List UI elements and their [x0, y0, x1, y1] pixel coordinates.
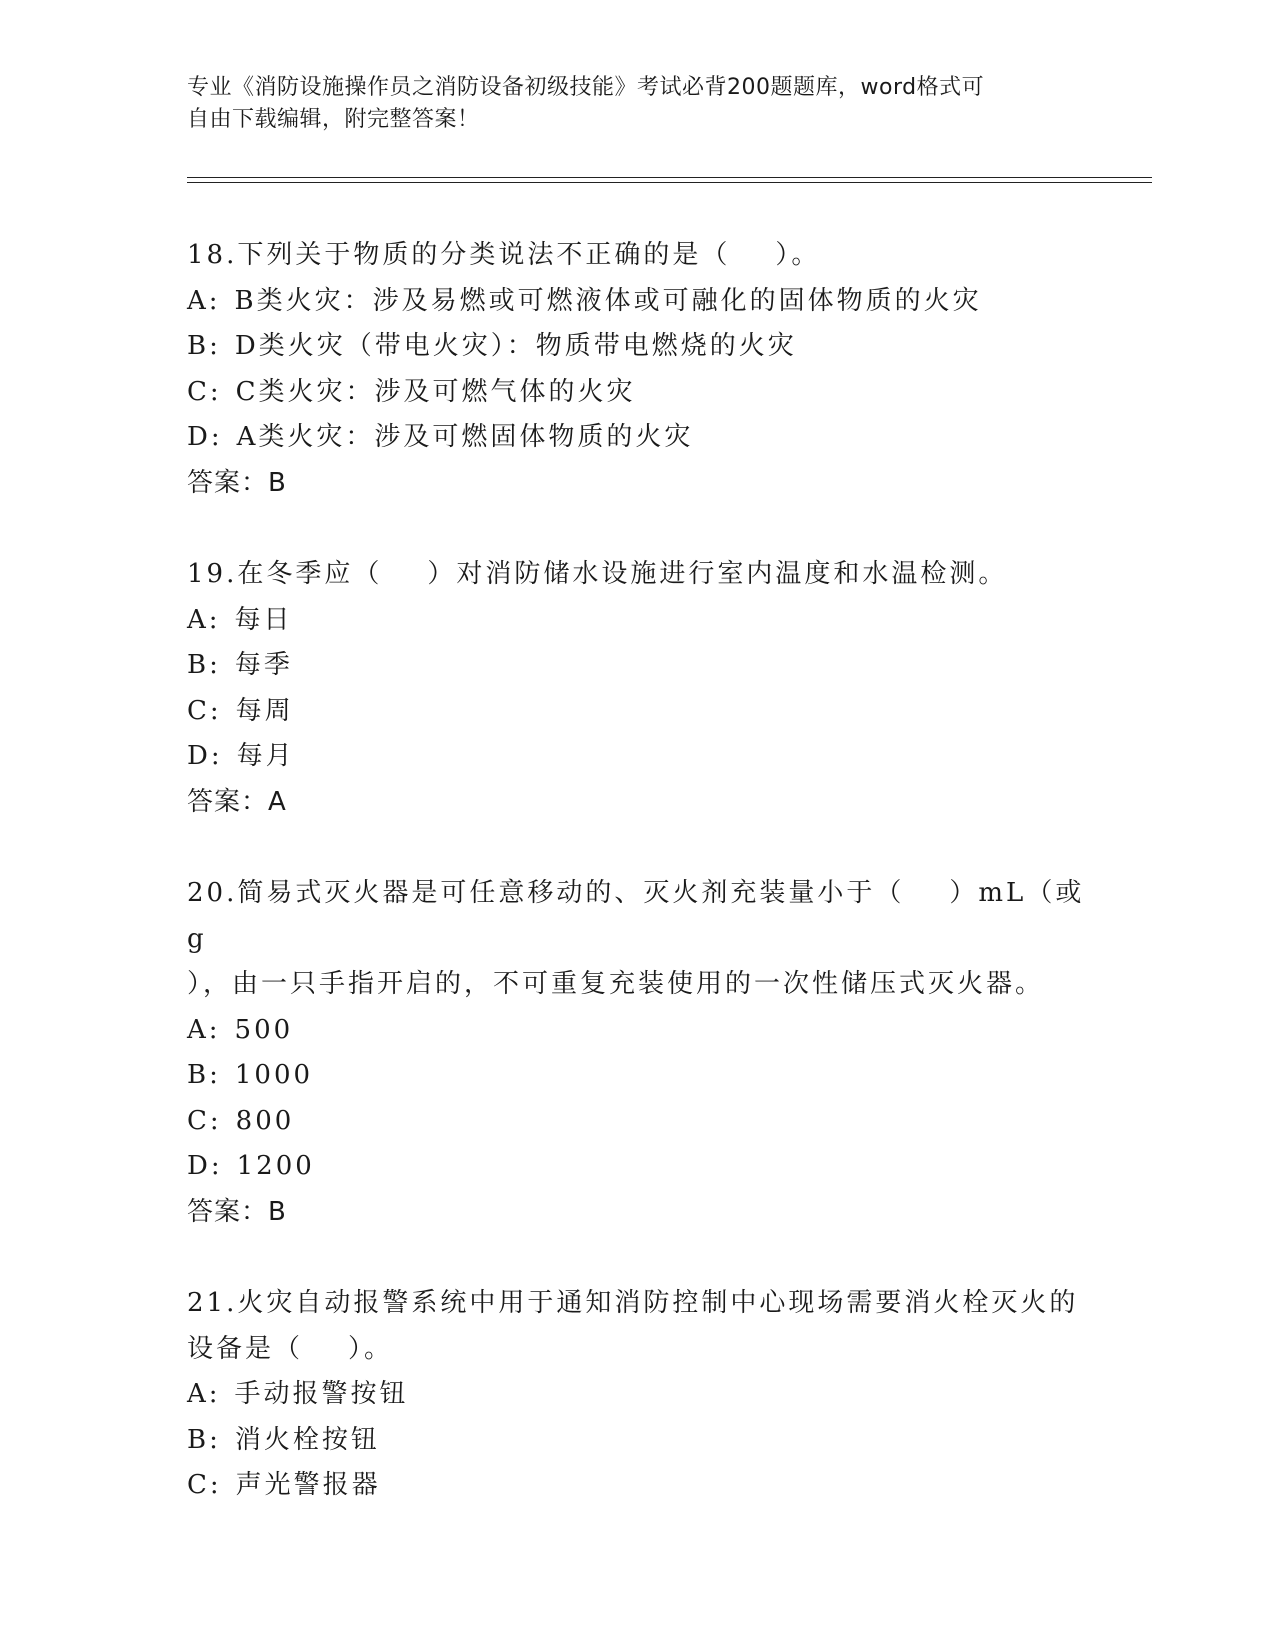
option-text: 1200: [236, 1151, 315, 1181]
option-text: 消火栓按钮: [234, 1424, 380, 1455]
option-key: A:: [187, 1379, 221, 1409]
question-text: 21.火灾自动报警系统中用于通知消防控制中心现场需要消火栓灭火的: [187, 1288, 1079, 1318]
option-item: [187, 1418, 1087, 1464]
question-item: [187, 233, 1087, 506]
option-text: A类火灾：涉及可燃固体物质的火灾: [236, 422, 694, 452]
answer-line: [187, 1190, 1087, 1236]
header-line-1: 专业《消防设施操作员之消防设备初级技能》考试必背200题题库，word格式可: [187, 75, 985, 100]
option-item: [187, 1053, 1087, 1099]
option-key: D:: [187, 422, 223, 452]
answer-label: 答案：: [187, 786, 269, 817]
question-text: ），由一只手指开启的，不可重复充装使用的一次性储压式灭火器。: [187, 969, 1045, 999]
option-text: 500: [234, 1014, 294, 1045]
answer-line: [187, 780, 1087, 826]
option-item: [187, 279, 1087, 325]
option-text: 每周: [235, 695, 294, 726]
option-item: [187, 689, 1087, 735]
option-item: [187, 1372, 1087, 1418]
option-key: B:: [187, 1424, 221, 1455]
answer-line: [187, 461, 1087, 507]
question-text: 18.下列关于物质的分类说法不正确的是（ ）。: [187, 240, 821, 270]
answer-label: 答案：: [187, 1196, 269, 1227]
option-item: [187, 1099, 1087, 1145]
option-item: [187, 415, 1087, 461]
option-text: 每季: [234, 650, 293, 680]
option-text: 1000: [234, 1060, 314, 1090]
option-item: [187, 734, 1087, 780]
option-key: C:: [187, 695, 222, 726]
option-text: D类火灾（带电火灾）：物质带电燃烧的火灾: [234, 331, 797, 361]
question-list: [187, 233, 1087, 1555]
option-item: [187, 1008, 1087, 1054]
option-item: [187, 643, 1087, 689]
header-divider-bottom: [187, 182, 1152, 183]
question-text: 20.简易式灭火器是可任意移动的、灭火剂充装量小于（ ）mL（或g: [187, 878, 1085, 954]
option-text: 手动报警按钮: [234, 1379, 409, 1409]
option-key: C:: [187, 1470, 222, 1500]
answer-value: A: [268, 786, 287, 817]
option-item: [187, 370, 1087, 416]
option-key: B:: [187, 1060, 221, 1090]
option-key: A:: [187, 1014, 221, 1045]
question-item: [187, 871, 1087, 1235]
answer-value: B: [268, 467, 287, 498]
option-item: [187, 598, 1087, 644]
header-divider-top: [187, 177, 1152, 178]
option-key: C:: [187, 376, 222, 407]
header-line-2: 自由下载编辑，附完整答案！: [187, 107, 480, 132]
option-text: 每日: [234, 604, 293, 635]
option-key: A:: [187, 285, 221, 316]
option-text: C类火灾：涉及可燃气体的火灾: [235, 376, 636, 407]
option-key: B:: [187, 650, 221, 680]
question-item: [187, 1281, 1087, 1509]
option-key: D:: [187, 1151, 223, 1181]
option-item: [187, 1144, 1087, 1190]
document-header: [187, 72, 1067, 136]
option-text: 声光警报器: [235, 1470, 381, 1500]
option-key: B:: [187, 331, 221, 361]
option-item: [187, 1463, 1087, 1509]
option-text: B类火灾：涉及易燃或可燃液体或可融化的固体物质的火灾: [234, 285, 982, 316]
option-key: C:: [187, 1105, 222, 1136]
option-text: 每月: [236, 741, 295, 771]
answer-label: 答案：: [187, 467, 269, 498]
option-text: 800: [235, 1105, 295, 1136]
question-text: 设备是（ ）。: [187, 1333, 394, 1364]
option-key: D:: [187, 741, 223, 771]
question-text: 19.在冬季应（ ）对消防储水设施进行室内温度和水温检测。: [187, 559, 1008, 589]
answer-value: B: [268, 1196, 287, 1227]
option-key: A:: [187, 604, 221, 635]
option-item: [187, 324, 1087, 370]
question-item: [187, 552, 1087, 825]
